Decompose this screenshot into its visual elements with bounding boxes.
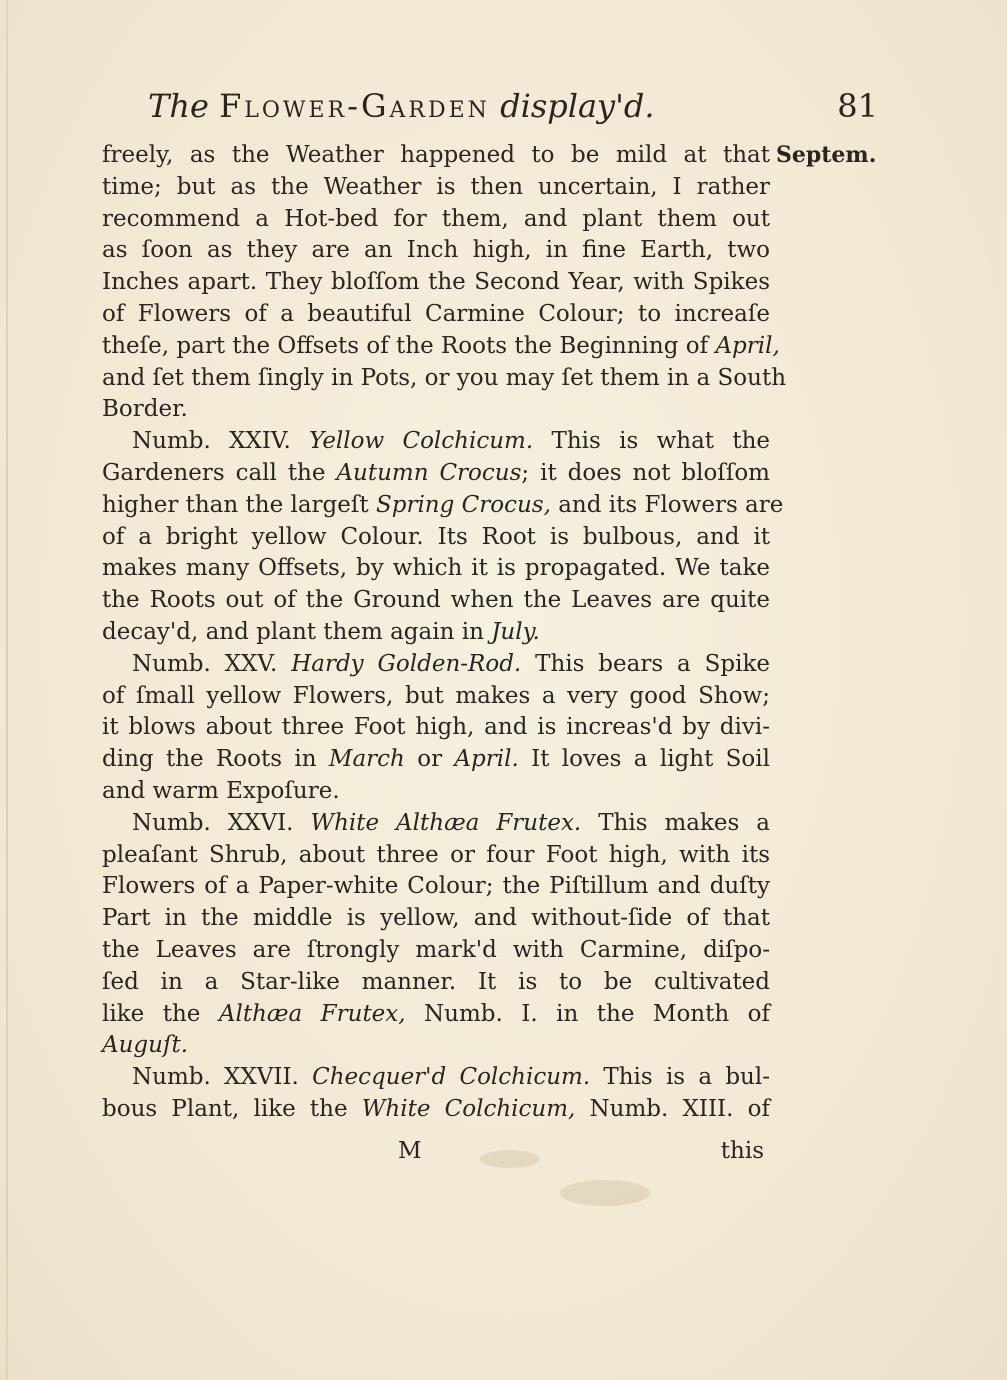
text-line — [102, 776, 770, 808]
text-segment: time; but as the Weather is then uncertain, I rather — [102, 173, 770, 200]
italic-segment: Yellow Colchicum. — [309, 428, 534, 455]
text-segment: Numb. XXIV. — [132, 428, 310, 455]
text-segment: Border. — [102, 396, 188, 423]
text-line — [102, 712, 770, 744]
text-line — [102, 394, 770, 426]
text-line — [102, 744, 770, 776]
signature-mark: M — [398, 1138, 422, 1164]
text-segment: Numb. XXV. — [132, 650, 292, 677]
text-line — [102, 967, 770, 999]
text-segment: Gardeners call the — [102, 459, 337, 486]
text-line — [102, 1094, 770, 1126]
italic-segment: Checquer'd Colchicum. — [312, 1064, 591, 1091]
italic-segment: Hardy Golden-Rod. — [291, 650, 522, 677]
text-segment: This bears a Spike — [521, 650, 770, 677]
text-segment: or — [404, 746, 455, 773]
text-segment: and its Flowers are — [550, 491, 784, 518]
text-line — [102, 331, 780, 363]
text-segment: and warm Expoſure. — [102, 777, 340, 804]
text-line — [102, 235, 770, 267]
text-line — [102, 172, 770, 204]
page-edge — [6, 0, 8, 1380]
text-segment: bous Plant, like the — [102, 1095, 362, 1122]
text-segment: of a bright yellow Colour. Its Root is bulbous, and it — [102, 523, 770, 550]
running-title — [148, 84, 655, 128]
italic-segment: April, — [715, 332, 780, 359]
text-line — [102, 267, 770, 299]
text-line — [102, 522, 770, 554]
text-segment: higher than the largeſt — [102, 491, 376, 518]
text-segment: It loves a light Soil — [518, 746, 770, 773]
text-segment: Numb. XXVI. — [132, 809, 311, 836]
paper-stain — [560, 1180, 650, 1206]
page-number: 81 — [837, 87, 878, 125]
text-segment: Numb. XXVII. — [132, 1064, 313, 1091]
text-line — [102, 935, 770, 967]
text-line — [102, 363, 787, 395]
text-segment: This is a bul- — [590, 1064, 770, 1091]
italic-segment: Auguſt. — [102, 1032, 189, 1059]
text-line — [102, 458, 770, 490]
italic-segment: April. — [454, 746, 519, 773]
text-segment: Part in the middle is yellow, and without-ſide of that — [102, 905, 770, 932]
text-segment: theſe, part the Offsets of the Roots the Beginning of — [102, 332, 716, 359]
text-line — [102, 681, 770, 713]
text-line — [102, 204, 770, 236]
text-line — [102, 426, 770, 458]
text-line — [102, 553, 770, 585]
text-segment: the Leaves are ſtrongly mark'd with Carmine, diſpo- — [102, 936, 770, 963]
margin-note: Septem. — [776, 142, 877, 168]
text-segment: Inches apart. They bloſſom the Second Year, with Spikes — [102, 269, 770, 296]
text-segment: makes many Offsets, by which it is propagated. We take — [102, 555, 770, 582]
text-line — [102, 1030, 770, 1062]
text-line — [102, 299, 770, 331]
text-line — [102, 140, 770, 172]
text-line — [102, 871, 770, 903]
text-segment: ſed in a Star-like manner. It is to be cultivated — [102, 968, 770, 995]
text-segment: like the — [102, 1000, 219, 1027]
text-line — [102, 999, 770, 1031]
italic-segment: Autumn Crocus — [336, 459, 522, 486]
italic-segment: July. — [491, 618, 540, 645]
title-flower-garden: Flower-Garden — [219, 87, 490, 125]
text-segment: as ſoon as they are an Inch high, in fine Earth, two — [102, 237, 770, 264]
text-segment: pleaſant Shrub, about three or four Foot high, with its — [102, 841, 770, 868]
body-text — [102, 140, 787, 1126]
text-line — [102, 903, 770, 935]
text-line — [102, 617, 770, 649]
title-the: The — [148, 87, 209, 125]
text-line — [102, 585, 770, 617]
text-segment: decay'd, and plant them again in — [102, 618, 492, 645]
page-footer — [102, 1134, 770, 1168]
text-line — [102, 649, 770, 681]
text-segment: ; it does not bloſſom — [521, 459, 770, 486]
text-segment: freely, as the Weather happened to be mild at that — [102, 142, 770, 168]
paper-stain — [480, 1150, 540, 1168]
catchword: this — [720, 1138, 764, 1164]
title-displayd: display'd. — [500, 87, 655, 125]
italic-segment: White Althæa Frutex. — [310, 809, 582, 836]
text-line — [102, 1062, 770, 1094]
text-segment: Flowers of a Paper-white Colour; the Piſtillum and duſty — [102, 873, 770, 900]
text-segment: and ſet them ſingly in Pots, or you may ſet them in a South — [102, 364, 787, 391]
text-segment: Numb. XIII. of — [575, 1095, 770, 1122]
text-segment: Numb. I. in the Month of — [405, 1000, 770, 1027]
italic-segment: March — [328, 746, 405, 773]
text-segment: of ſmall yellow Flowers, but makes a very good Show; — [102, 682, 770, 709]
text-segment: This makes a — [581, 809, 770, 836]
text-line — [102, 808, 770, 840]
text-segment: recommend a Hot-bed for them, and plant them out — [102, 205, 770, 232]
text-segment: ding the Roots in — [102, 746, 329, 773]
text-segment: the Roots out of the Ground when the Leaves are quite — [102, 587, 770, 614]
running-head — [148, 84, 878, 128]
text-segment: This is what the — [533, 428, 771, 455]
text-line — [102, 840, 770, 872]
text-segment: of Flowers of a beautiful Carmine Colour; to increaſe — [102, 300, 770, 327]
text-line — [102, 490, 784, 522]
italic-segment: Althæa Frutex, — [218, 1000, 406, 1027]
italic-segment: Spring Crocus, — [375, 491, 551, 518]
italic-segment: White Colchicum, — [361, 1095, 576, 1122]
text-segment: it blows about three Foot high, and is increas'd by divi- — [102, 714, 770, 741]
